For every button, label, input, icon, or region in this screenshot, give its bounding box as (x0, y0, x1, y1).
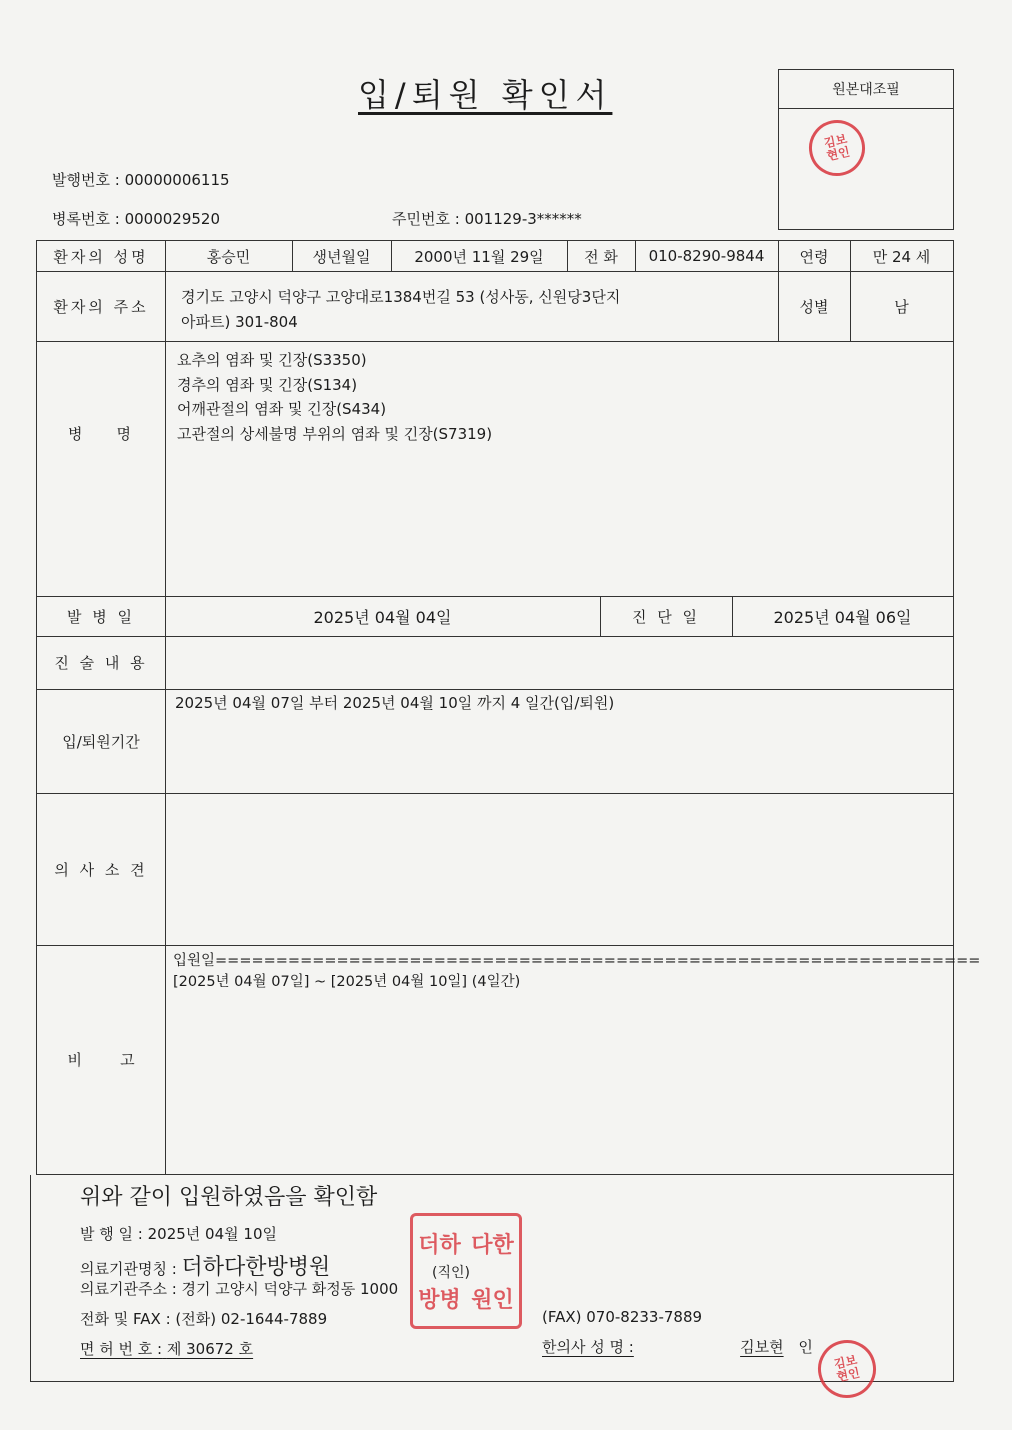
institution-address-row (80, 1278, 398, 1299)
doctor-opinion-label: 의 사 소 견 (54, 860, 148, 879)
phone-number: 010-8290-9844 (648, 247, 765, 265)
record-number-label: 병록번호 : (52, 210, 120, 228)
issue-number-row (52, 169, 230, 190)
resident-number-row (392, 208, 582, 229)
original-check-seal-icon: 김보현인 (804, 115, 870, 181)
license-row (80, 1338, 253, 1359)
license-label: 면 허 번 호 : (80, 1340, 163, 1358)
address-line-2: 아파트) 301-804 (181, 313, 298, 331)
remarks-line: 입원일=============================================================== (173, 953, 981, 969)
disease-label: 병 명 (67, 425, 135, 443)
address-line-1: 경기도 고양시 덕양구 고양대로1384번길 53 (성사동, 신원당3단지 (181, 288, 621, 306)
doctor-name: 김보현 (740, 1338, 784, 1356)
phone-fax-row (80, 1308, 327, 1329)
issue-date: 2025년 04월 10일 (147, 1225, 277, 1243)
confirmation-statement: 위와 같이 입원하였음을 확인함 (80, 1185, 378, 1210)
disease-item: 요추의 염좌 및 긴장(S3350) (177, 351, 367, 369)
original-check-box (778, 69, 954, 230)
disease-list (177, 348, 492, 446)
resident-number: 001129-3****** (464, 210, 582, 228)
disease-item: 경추의 염좌 및 긴장(S134) (177, 375, 358, 394)
onset-date: 2025년 04월 04일 (313, 607, 452, 627)
institution-address: 경기 고양시 덕양구 화정동 1000 (181, 1280, 399, 1298)
disease-item: 어깨관절의 염좌 및 긴장(S434) (177, 400, 387, 418)
resident-number-label: 주민번호 : (392, 210, 460, 228)
sex-label: 성별 (799, 297, 829, 316)
record-number-row (52, 208, 220, 229)
remarks-label: 비 고 (67, 1051, 135, 1069)
doctor-seal-icon: 김보현인 (813, 1335, 882, 1404)
institution-phone: (전화) 02-1644-7889 (175, 1310, 328, 1328)
doctor-seal-suffix: 인 (798, 1338, 813, 1356)
issue-number: 00000006115 (124, 171, 230, 189)
phone-label: 전 화 (584, 247, 618, 266)
age: 만 24 세 (872, 247, 931, 266)
disease-item: 고관절의 상세불명 부위의 염좌 및 긴장(S7319) (177, 424, 493, 443)
issue-date-label: 발 행 일 : (80, 1225, 143, 1243)
institution-name-row (80, 1250, 330, 1281)
diagnosis-date: 2025년 04월 06일 (773, 607, 912, 627)
doctor-row (542, 1336, 813, 1357)
remarks (173, 951, 981, 993)
birth-date: 2000년 11월 29일 (414, 247, 544, 266)
onset-date-label: 발 병 일 (66, 607, 135, 626)
institution-fax: (FAX) 070-8233-7889 (542, 1308, 703, 1326)
diagnosis-date-label: 진 단 일 (631, 607, 700, 626)
institution-address-label: 의료기관주소 : (80, 1280, 177, 1298)
patient-name-label: 환자의 성명 (53, 247, 149, 266)
record-number: 0000029520 (124, 210, 221, 228)
institution-name: 더하다한방병원 (181, 1255, 331, 1280)
original-check-label: 원본대조필 (779, 70, 953, 109)
birth-date-label: 생년월일 (312, 247, 371, 266)
admission-period: 2025년 04월 07일 부터 2025년 04월 10일 까지 4 일간(입/퇴원) (175, 694, 615, 712)
address-label: 환자의 주소 (53, 297, 149, 316)
patient-info-table (36, 240, 981, 1175)
age-label: 연령 (799, 247, 829, 266)
admission-period-label: 입/퇴원기간 (62, 732, 140, 751)
patient-name: 홍승민 (206, 247, 251, 266)
remarks-line: [2025년 04월 07일] ~ [2025년 04월 10일] (4일간) (173, 974, 521, 990)
sex: 남 (894, 297, 909, 316)
doctor-label: 한의사 성 명 : (542, 1338, 634, 1356)
issue-number-label: 발행번호 : (52, 171, 120, 189)
seal-mark: (직인) (432, 1265, 470, 1281)
issue-date-row (80, 1223, 277, 1244)
statement-label: 진 술 내 용 (54, 654, 148, 672)
document-title: 입/퇴원 확인서 (358, 76, 613, 114)
institution-name-label: 의료기관명칭 : (80, 1260, 177, 1278)
phone-fax-label: 전화 및 FAX : (80, 1310, 171, 1328)
hospital-seal-icon: 더하 다한 방병 원인 (410, 1213, 522, 1329)
license-number: 제 30672 호 (166, 1340, 254, 1358)
